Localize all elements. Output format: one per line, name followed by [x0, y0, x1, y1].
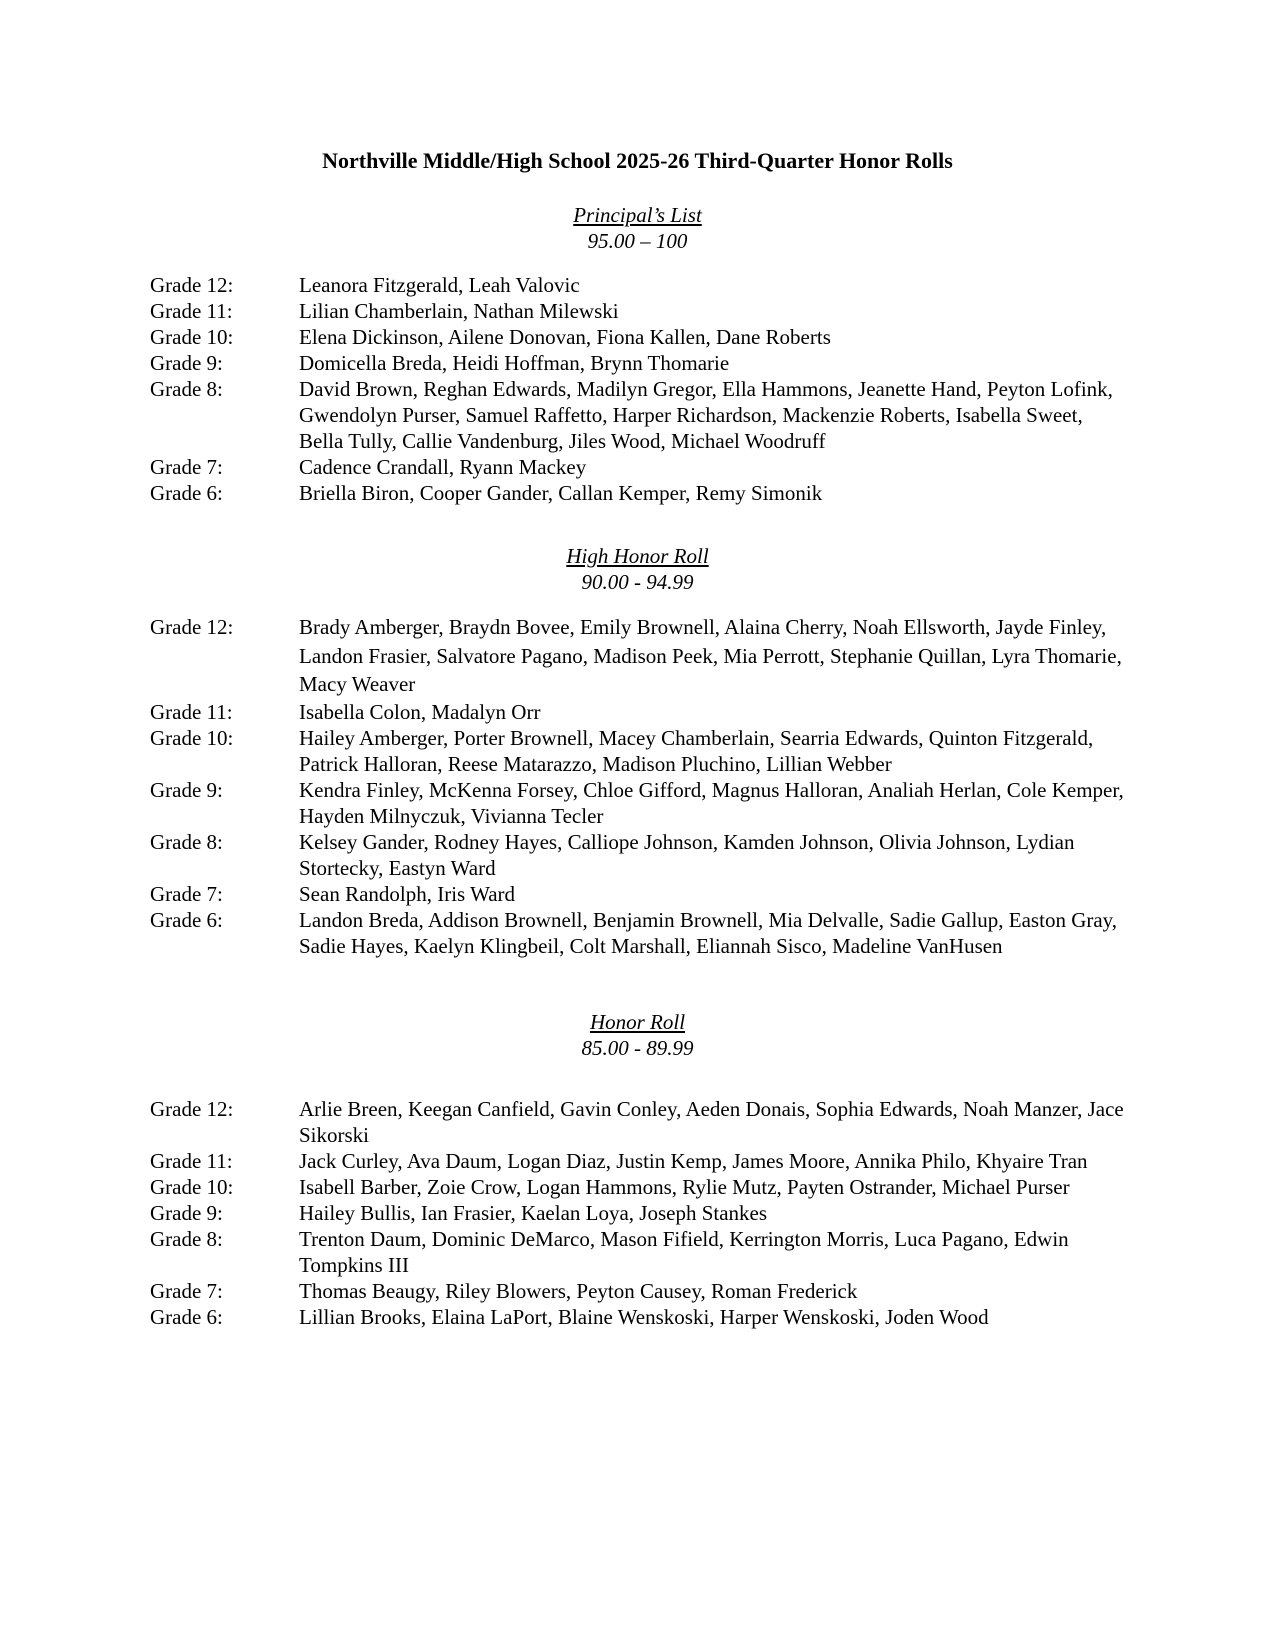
grade-label: Grade 8: — [150, 1227, 223, 1251]
grade-label: Grade 6: — [150, 1305, 223, 1329]
grade-row — [150, 350, 1130, 376]
grade-row — [150, 1096, 1130, 1148]
principals-list — [150, 272, 1130, 506]
grade-row — [150, 376, 1130, 454]
section-range: 95.00 – 100 — [587, 229, 688, 253]
grade-row — [150, 613, 1130, 699]
grade-label: Grade 7: — [150, 881, 223, 906]
student-names: Landon Breda, Addison Brownell, Benjamin Brownell, Mia Delvalle, Sadie Gallup, Easton Gray, Sadie Hayes, Kaelyn Klingbeil, Colt Marshall, Eliannah Sisco, Madeline VanHusen — [299, 907, 1118, 958]
grade-row — [150, 699, 1130, 725]
grade-row — [150, 1200, 1130, 1226]
student-names: Domicella Breda, Heidi Hoffman, Brynn Thomarie — [299, 351, 730, 375]
grade-label: Grade 6: — [150, 907, 223, 932]
grade-row — [150, 1226, 1130, 1278]
grade-label: Grade 12: — [150, 615, 234, 639]
grade-label: Grade 11: — [150, 299, 233, 323]
student-names: Kelsey Gander, Rodney Hayes, Calliope Johnson, Kamden Johnson, Olivia Johnson, Lydian Stortecky, Eastyn Ward — [299, 829, 1075, 880]
grade-label: Grade 10: — [150, 1175, 234, 1199]
grade-label: Grade 9: — [150, 777, 223, 802]
student-names: Briella Biron, Cooper Gander, Callan Kemper, Remy Simonik — [299, 481, 823, 505]
student-names: David Brown, Reghan Edwards, Madilyn Gregor, Ella Hammons, Jeanette Hand, Peyton Lofink, Gwendolyn Purser, Samuel Raffetto, Harper Richardson, Mackenzie Roberts, Isabella Sweet, Bella Tully, Callie Vandenburg, Jiles Wood, Michael Woodruff — [299, 377, 1113, 453]
grade-row — [150, 829, 1130, 881]
student-names: Trenton Daum, Dominic DeMarco, Mason Fifield, Kerrington Morris, Luca Pagano, Edwin Tompkins III — [299, 1227, 1069, 1277]
student-names: Lilian Chamberlain, Nathan Milewski — [299, 299, 619, 323]
grade-label: Grade 11: — [150, 699, 233, 724]
grade-label: Grade 11: — [150, 1149, 233, 1173]
grade-row — [150, 881, 1130, 907]
grade-row — [150, 324, 1130, 350]
section-header-principals-list — [0, 202, 1275, 254]
student-names: Sean Randolph, Iris Ward — [299, 881, 516, 906]
grade-label: Grade 12: — [150, 1097, 234, 1121]
grade-label: Grade 7: — [150, 455, 223, 479]
honor-roll-list — [150, 1096, 1130, 1330]
grade-label: Grade 12: — [150, 273, 234, 297]
student-names: Elena Dickinson, Ailene Donovan, Fiona Kallen, Dane Roberts — [299, 325, 831, 349]
section-header-honor-roll — [0, 1009, 1275, 1061]
grade-row — [150, 454, 1130, 480]
section-header-high-honor-roll — [0, 543, 1275, 595]
grade-row — [150, 272, 1130, 298]
grade-label: Grade 8: — [150, 377, 223, 401]
student-names: Hailey Bullis, Ian Frasier, Kaelan Loya, Joseph Stankes — [299, 1201, 768, 1225]
grade-label: Grade 9: — [150, 1201, 223, 1225]
grade-row — [150, 480, 1130, 506]
grade-row — [150, 1174, 1130, 1200]
section-range: 90.00 - 94.99 — [581, 570, 694, 594]
grade-row — [150, 907, 1130, 959]
high-honor-roll-list — [150, 613, 1130, 959]
grade-label: Grade 7: — [150, 1279, 223, 1303]
section-range: 85.00 - 89.99 — [581, 1036, 694, 1060]
student-names: Cadence Crandall, Ryann Mackey — [299, 455, 587, 479]
grade-row — [150, 298, 1130, 324]
student-names: Jack Curley, Ava Daum, Logan Diaz, Justin Kemp, James Moore, Annika Philo, Khyaire Tran — [299, 1149, 1088, 1173]
grade-label: Grade 10: — [150, 725, 234, 750]
student-names: Isabell Barber, Zoie Crow, Logan Hammons, Rylie Mutz, Payten Ostrander, Michael Purser — [299, 1175, 1070, 1199]
grade-row — [150, 1304, 1130, 1330]
page-title: Northville Middle/High School 2025-26 Third-Quarter Honor Rolls — [322, 148, 953, 173]
student-names: Leanora Fitzgerald, Leah Valovic — [299, 273, 580, 297]
grade-row — [150, 1278, 1130, 1304]
grade-label: Grade 9: — [150, 351, 223, 375]
student-names: Lillian Brooks, Elaina LaPort, Blaine Wenskoski, Harper Wenskoski, Joden Wood — [299, 1305, 989, 1329]
student-names: Arlie Breen, Keegan Canfield, Gavin Conley, Aeden Donais, Sophia Edwards, Noah Manzer, Jace Sikorski — [299, 1097, 1124, 1147]
student-names: Thomas Beaugy, Riley Blowers, Peyton Causey, Roman Frederick — [299, 1279, 858, 1303]
section-title: Principal’s List — [573, 203, 702, 227]
student-names: Brady Amberger, Braydn Bovee, Emily Brownell, Alaina Cherry, Noah Ellsworth, Jayde Finley, Landon Frasier, Salvatore Pagano, Madison Peek, Mia Perrott, Stephanie Quillan, Lyra Thomarie, Macy Weaver — [299, 615, 1122, 696]
grade-label: Grade 6: — [150, 481, 223, 505]
grade-row — [150, 777, 1130, 829]
grade-label: Grade 10: — [150, 325, 234, 349]
section-title: Honor Roll — [589, 1010, 686, 1034]
student-names: Kendra Finley, McKenna Forsey, Chloe Gifford, Magnus Halloran, Analiah Herlan, Cole Kemper, Hayden Milnyczuk, Vivianna Tecler — [299, 777, 1124, 828]
section-title: High Honor Roll — [566, 544, 709, 568]
grade-row — [150, 1148, 1130, 1174]
student-names: Isabella Colon, Madalyn Orr — [299, 699, 541, 724]
student-names: Hailey Amberger, Porter Brownell, Macey Chamberlain, Searria Edwards, Quinton Fitzgerald, Patrick Halloran, Reese Matarazzo, Madison Pluchino, Lillian Webber — [299, 725, 1094, 776]
grade-row — [150, 725, 1130, 777]
grade-label: Grade 8: — [150, 829, 223, 854]
